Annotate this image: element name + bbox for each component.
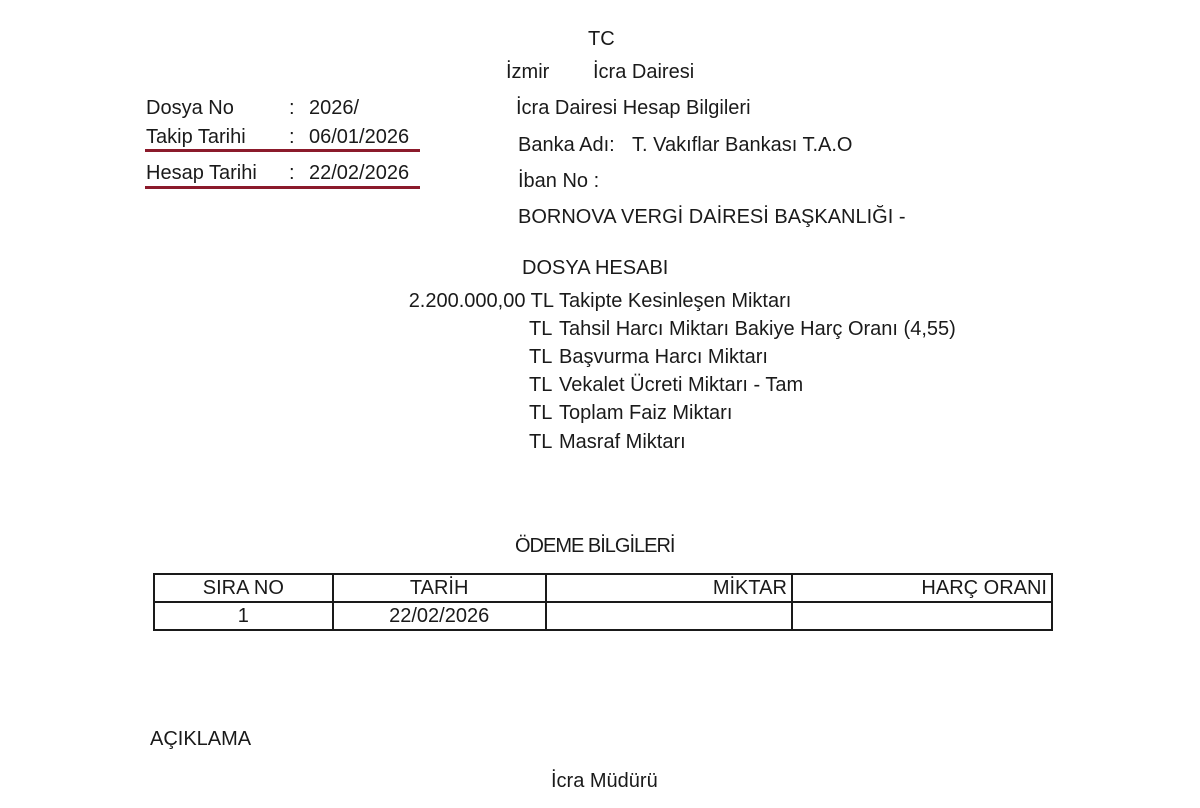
payment-title: ÖDEME BİLGİLERİ: [515, 535, 675, 557]
column-header-sira-no: SIRA NO: [154, 574, 333, 602]
header-city: İzmir: [506, 61, 550, 83]
hesap-tarihi-value: 22/02/2026: [309, 162, 410, 184]
account-item-amount: 2.200.000,00 TL: [408, 290, 554, 312]
cell-miktar: [546, 602, 792, 630]
account-title: DOSYA HESABI: [522, 257, 669, 279]
takip-tarihi-value: 06/01/2026: [309, 126, 410, 148]
takip-tarihi-underline: [145, 149, 420, 152]
bank-label: Banka Adı:: [518, 134, 615, 156]
table-row: [154, 602, 1052, 630]
account-item-amount: TL: [529, 346, 553, 368]
header-tc: TC: [588, 28, 615, 50]
column-header-tarih: TARİH: [333, 574, 546, 602]
cell-harc-orani: [792, 602, 1052, 630]
table-header-row: [154, 574, 1052, 602]
column-header-miktar: MİKTAR: [546, 574, 792, 602]
account-item-desc: Masraf Miktarı: [559, 431, 686, 453]
bank-name: T. Vakıflar Bankası T.A.O: [632, 134, 853, 156]
takip-tarihi-label: Takip Tarihi: [146, 126, 246, 148]
account-item-amount: TL: [529, 374, 553, 396]
iban-label: İban No :: [518, 170, 600, 192]
header-office: İcra Dairesi: [593, 61, 695, 83]
account-item-desc: Takipte Kesinleşen Miktarı: [559, 290, 792, 312]
account-item-desc: Tahsil Harcı Miktarı Bakiye Harç Oranı (4,55): [559, 318, 956, 340]
account-item-amount: TL: [529, 318, 553, 340]
account-item-amount: TL: [529, 402, 553, 424]
dosya-no-sep: :: [289, 97, 295, 119]
signature-title: İcra Müdürü: [551, 770, 658, 792]
account-item-desc: Başvurma Harcı Miktarı: [559, 346, 768, 368]
cell-sira-no: 1: [154, 602, 333, 630]
account-info-title: İcra Dairesi Hesap Bilgileri: [516, 97, 751, 119]
hesap-tarihi-sep: :: [289, 162, 295, 184]
hesap-tarihi-label: Hesap Tarihi: [146, 162, 257, 184]
account-item-desc: Toplam Faiz Miktarı: [559, 402, 733, 424]
tax-office: BORNOVA VERGİ DAİRESİ BAŞKANLIĞI -: [518, 206, 906, 228]
column-header-harc-orani: HARÇ ORANI: [792, 574, 1052, 602]
account-item-amount: TL: [529, 431, 553, 453]
payment-table: [153, 573, 1053, 631]
aciklama-label: AÇIKLAMA: [150, 728, 252, 750]
takip-tarihi-sep: :: [289, 126, 295, 148]
cell-tarih: 22/02/2026: [333, 602, 546, 630]
dosya-no-label: Dosya No: [146, 97, 234, 119]
dosya-no-value: 2026/: [309, 97, 360, 119]
hesap-tarihi-underline: [145, 186, 420, 189]
account-item-desc: Vekalet Ücreti Miktarı - Tam: [559, 374, 804, 396]
